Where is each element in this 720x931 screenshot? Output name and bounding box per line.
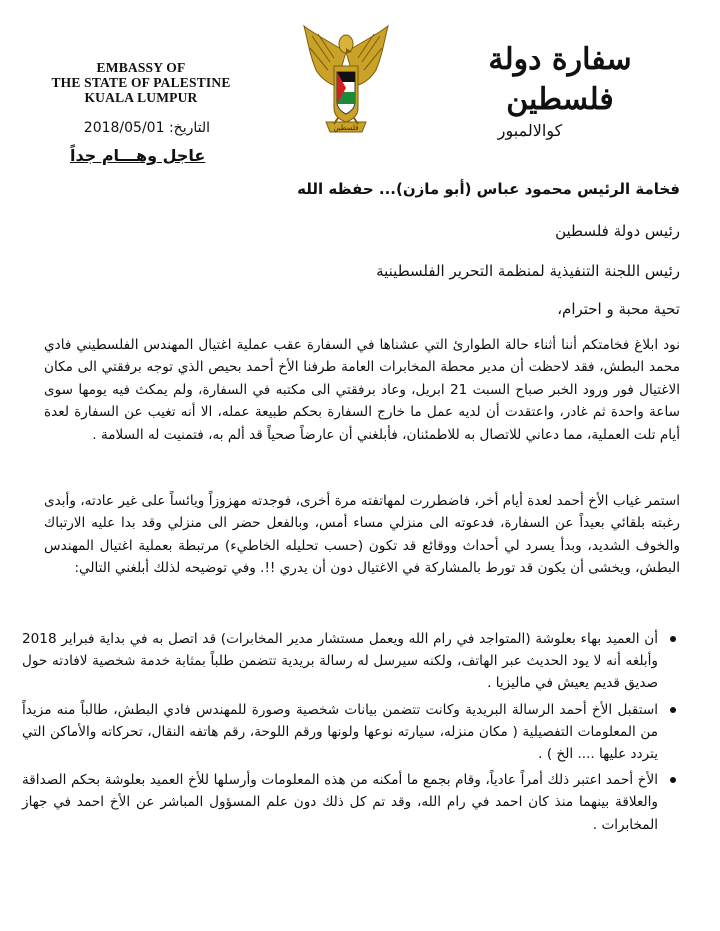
emblem-scroll-text: فلسطين [333, 124, 359, 132]
urgency-label: عاجل وهـــام جداً [70, 146, 206, 165]
addressee-line-1: فخامة الرئيس محمود عباس (أبو مازن)... حفظه الله [297, 180, 680, 198]
embassy-name-english [36, 60, 246, 105]
embassy-ar-city: كوالالمبور [497, 121, 563, 140]
bullet-text: أن العميد بهاء بعلوشة (المتواجد في رام الله ويعمل مستشار مدير المخابرات) قد اتصل به في بداية فبراير 2018 وأبلغه أنه لا يود الحديث عبر الهاتف، ولكنه سيرسل له رسالة بريدية تتضمن طلباً بمثابة خدمة شخصية لافادته حول صديق قديم يعيش في ماليزيا . [22, 631, 658, 692]
addressee-line-2: رئيس دولة فلسطين [555, 222, 680, 240]
list-item [22, 769, 658, 836]
body-paragraph-1: نود ابلاغ فخامتكم أننا أثناء حالة الطوارئ التي عشناها في السفارة عقب عملية اغتيال المهندس الفلسطيني فادي محمد البطش، فقد لاحظت أن مدير محطة المخابرات العامة طرفنا الأخ أحمد بحيص الذي توجه برفقتي الى مكان الاغتيال فور ورود الخبر صباح السبت 21 ابريل، وعاد برفقتي الى مكتبه في السفارة، ولم يمكث فيه يومها سوى ساعة واحدة ثم غادر، واعتقدت أن لديه عمل ما خارج السفارة بحكم طبيعة عمله، الا أنه تغيب عن السفارة لعدة أيام تلت العملية، مما دعاني للاتصال به للاطمئنان، فأبلغني أن عارضاً صحياً قد ألم به، فتمنيت له السلامة . [44, 337, 680, 443]
body-paragraph-2: استمر غياب الأخ أحمد لعدة أيام أخر، فاضطررت لمهاتفته مرة أخرى، فوجدته مهزوزاً ويائساً على غير عادته، وأبدى رغبته بلقائي بعيداً عن السفارة، فدعوته الى منزلي مساء أمس، وبالفعل حضر الى منزلي وقد بدا عليه الارتباك والخوف الشديد، وبدأ يسرد لي أحداث ووقائع قد تكون (حسب تحليله الخاطيء) مرتبطة بعملية اغتيال المهندس البطش، ويخشى أن يكون قد تورط بالمشاركة في الاغتيال دون أن يدري !!. وفي توضيحه لذلك أبلغني التالي: [44, 493, 680, 577]
letter-date [84, 120, 210, 136]
embassy-ar-title: سفارة دولة فلسطين [488, 42, 632, 117]
bullet-icon [670, 636, 676, 642]
date-label: التاريخ: [168, 120, 210, 136]
list-item [22, 699, 658, 766]
date-value: 2018/05/01 [83, 120, 165, 136]
palestine-eagle-emblem-icon [300, 22, 392, 142]
bullet-icon [670, 777, 676, 783]
embassy-name-arabic [440, 40, 680, 142]
addressee-line-3: رئيس اللجنة التنفيذية لمنظمة التحرير الفلسطينية [376, 262, 680, 280]
embassy-en-line: THE STATE OF PALESTINE [51, 75, 231, 90]
embassy-en-line: KUALA LUMPUR [84, 90, 198, 105]
bullet-icon [670, 707, 676, 713]
bullet-list [22, 628, 680, 840]
bullet-text: استقبل الأخ أحمد الرسالة البريدية وكانت تتضمن بيانات شخصية وصورة للمهندس فادي البطش، طالباً منه مزيداً من المعلومات التفصيلية ( مكان منزله، سيارته نوعها ولونها ورقم اللوحة، رقم هاتفه النقال، تحركاته والأماكن التي يتردد عليها .... الخ ) . [22, 701, 658, 763]
greeting: تحية محبة و احترام، [557, 300, 680, 318]
embassy-en-line: EMBASSY OF [96, 60, 186, 75]
bullet-text: الأخ أحمد اعتبر ذلك أمراً عادياً، وقام بجمع ما أمكنه من هذه المعلومات وأرسلها للأخ العميد بعلوشة بحكم الصداقة والعلاقة بينهما منذ كان احمد في رام الله، وقد تم كل ذلك دون علم المسؤول المباشر عن الأخ احمد في جهاز المخابرات . [22, 772, 658, 833]
list-item [22, 628, 658, 695]
